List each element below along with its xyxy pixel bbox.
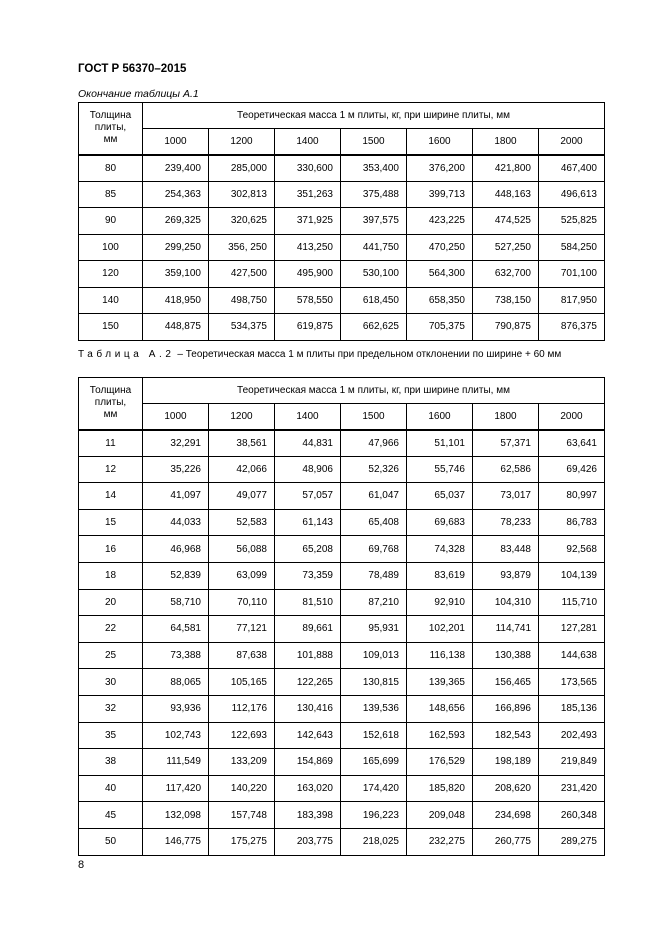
mass-cell: 353,400 bbox=[341, 155, 407, 182]
table-row bbox=[79, 589, 605, 616]
thickness-cell: 15 bbox=[79, 509, 143, 536]
width-header: 1500 bbox=[341, 129, 407, 155]
mass-cell: 208,620 bbox=[473, 775, 539, 802]
mass-cell: 441,750 bbox=[341, 234, 407, 261]
mass-cell: 48,906 bbox=[275, 456, 341, 483]
mass-cell: 139,536 bbox=[341, 695, 407, 722]
mass-cell: 218,025 bbox=[341, 828, 407, 855]
mass-cell: 175,275 bbox=[209, 828, 275, 855]
mass-cell: 185,136 bbox=[539, 695, 605, 722]
thickness-cell: 90 bbox=[79, 208, 143, 235]
mass-cell: 498,750 bbox=[209, 287, 275, 314]
mass-cell: 73,388 bbox=[143, 642, 209, 669]
mass-cell: 496,613 bbox=[539, 181, 605, 208]
mass-cell: 817,950 bbox=[539, 287, 605, 314]
mass-cell: 231,420 bbox=[539, 775, 605, 802]
mass-cell: 64,581 bbox=[143, 616, 209, 643]
mass-cell: 527,250 bbox=[473, 234, 539, 261]
mass-cell: 61,047 bbox=[341, 483, 407, 510]
thickness-cell: 100 bbox=[79, 234, 143, 261]
thickness-header bbox=[79, 103, 143, 155]
mass-cell: 140,220 bbox=[209, 775, 275, 802]
table-row bbox=[79, 749, 605, 776]
table1-caption: Окончание таблицы А.1 bbox=[78, 88, 199, 100]
mass-cell: 127,281 bbox=[539, 616, 605, 643]
mass-cell: 285,000 bbox=[209, 155, 275, 182]
page-number: 8 bbox=[78, 859, 85, 871]
mass-cell: 65,037 bbox=[407, 483, 473, 510]
mass-cell: 44,831 bbox=[275, 430, 341, 457]
mass-cell: 399,713 bbox=[407, 181, 473, 208]
mass-cell: 530,100 bbox=[341, 261, 407, 288]
mass-cell: 83,448 bbox=[473, 536, 539, 563]
mass-cell: 55,746 bbox=[407, 456, 473, 483]
mass-cell: 52,583 bbox=[209, 509, 275, 536]
table-row bbox=[79, 456, 605, 483]
mass-cell: 32,291 bbox=[143, 430, 209, 457]
table-row bbox=[79, 509, 605, 536]
mass-cell: 203,775 bbox=[275, 828, 341, 855]
width-header: 1400 bbox=[275, 404, 341, 430]
mass-cell: 101,888 bbox=[275, 642, 341, 669]
mass-cell: 78,233 bbox=[473, 509, 539, 536]
table-row bbox=[79, 828, 605, 855]
mass-cell: 130,416 bbox=[275, 695, 341, 722]
mass-cell: 578,550 bbox=[275, 287, 341, 314]
mass-cell: 58,710 bbox=[143, 589, 209, 616]
mass-cell: 57,057 bbox=[275, 483, 341, 510]
width-header: 1500 bbox=[341, 404, 407, 430]
mass-cell: 104,139 bbox=[539, 562, 605, 589]
mass-cell: 112,176 bbox=[209, 695, 275, 722]
table-row bbox=[79, 181, 605, 208]
table-row bbox=[79, 261, 605, 288]
mass-cell: 62,586 bbox=[473, 456, 539, 483]
mass-cell: 790,875 bbox=[473, 314, 539, 341]
mass-cell: 69,426 bbox=[539, 456, 605, 483]
mass-cell: 397,575 bbox=[341, 208, 407, 235]
mass-cell: 142,643 bbox=[275, 722, 341, 749]
mass-cell: 375,488 bbox=[341, 181, 407, 208]
thickness-header-line: Толщина bbox=[89, 385, 132, 397]
mass-cell: 74,328 bbox=[407, 536, 473, 563]
mass-cell: 38,561 bbox=[209, 430, 275, 457]
thickness-header-line: мм bbox=[103, 134, 118, 146]
thickness-cell: 22 bbox=[79, 616, 143, 643]
mass-cell: 42,066 bbox=[209, 456, 275, 483]
table-row bbox=[79, 695, 605, 722]
width-header: 1000 bbox=[143, 404, 209, 430]
mass-cell: 467,400 bbox=[539, 155, 605, 182]
mass-cell: 63,099 bbox=[209, 562, 275, 589]
mass-cell: 89,661 bbox=[275, 616, 341, 643]
table-row bbox=[79, 616, 605, 643]
mass-cell: 260,775 bbox=[473, 828, 539, 855]
mass-cell: 70,110 bbox=[209, 589, 275, 616]
thickness-cell: 32 bbox=[79, 695, 143, 722]
mass-cell: 182,543 bbox=[473, 722, 539, 749]
width-header: 1600 bbox=[407, 404, 473, 430]
mass-cell: 662,625 bbox=[341, 314, 407, 341]
thickness-cell: 120 bbox=[79, 261, 143, 288]
mass-cell: 173,565 bbox=[539, 669, 605, 696]
mass-cell: 156,465 bbox=[473, 669, 539, 696]
width-header: 1000 bbox=[143, 129, 209, 155]
mass-cell: 154,869 bbox=[275, 749, 341, 776]
table-row bbox=[79, 802, 605, 829]
width-header: 1400 bbox=[275, 129, 341, 155]
mass-table-a1 bbox=[78, 102, 605, 341]
mass-cell: 148,656 bbox=[407, 695, 473, 722]
width-header: 2000 bbox=[539, 129, 605, 155]
mass-cell: 421,800 bbox=[473, 155, 539, 182]
thickness-cell: 38 bbox=[79, 749, 143, 776]
thickness-header-line: Толщина bbox=[89, 110, 132, 122]
mass-cell: 44,033 bbox=[143, 509, 209, 536]
table-row bbox=[79, 642, 605, 669]
mass-cell: 183,398 bbox=[275, 802, 341, 829]
thickness-cell: 12 bbox=[79, 456, 143, 483]
mass-cell: 73,017 bbox=[473, 483, 539, 510]
mass-cell: 371,925 bbox=[275, 208, 341, 235]
thickness-header-line: мм bbox=[103, 409, 118, 421]
mass-cell: 413,250 bbox=[275, 234, 341, 261]
mass-cell: 104,310 bbox=[473, 589, 539, 616]
mass-cell: 111,549 bbox=[143, 749, 209, 776]
mass-cell: 81,510 bbox=[275, 589, 341, 616]
mass-cell: 219,849 bbox=[539, 749, 605, 776]
thickness-cell: 45 bbox=[79, 802, 143, 829]
mass-cell: 209,048 bbox=[407, 802, 473, 829]
table-row bbox=[79, 314, 605, 341]
mass-cell: 876,375 bbox=[539, 314, 605, 341]
mass-cell: 299,250 bbox=[143, 234, 209, 261]
table-row bbox=[79, 722, 605, 749]
table2-caption-label: Таблица А.2 bbox=[78, 349, 175, 360]
width-header: 1600 bbox=[407, 129, 473, 155]
mass-cell: 470,250 bbox=[407, 234, 473, 261]
mass-cell: 57,371 bbox=[473, 430, 539, 457]
mass-cell: 146,775 bbox=[143, 828, 209, 855]
mass-cell: 495,900 bbox=[275, 261, 341, 288]
width-header: 2000 bbox=[539, 404, 605, 430]
mass-cell: 359,100 bbox=[143, 261, 209, 288]
mass-cell: 525,825 bbox=[539, 208, 605, 235]
mass-cell: 330,600 bbox=[275, 155, 341, 182]
thickness-cell: 50 bbox=[79, 828, 143, 855]
mass-cell: 35,226 bbox=[143, 456, 209, 483]
mass-cell: 176,529 bbox=[407, 749, 473, 776]
mass-cell: 196,223 bbox=[341, 802, 407, 829]
table-row bbox=[79, 234, 605, 261]
mass-cell: 351,263 bbox=[275, 181, 341, 208]
mass-cell: 69,683 bbox=[407, 509, 473, 536]
mass-cell: 202,493 bbox=[539, 722, 605, 749]
thickness-cell: 85 bbox=[79, 181, 143, 208]
mass-cell: 132,098 bbox=[143, 802, 209, 829]
mass-cell: 87,210 bbox=[341, 589, 407, 616]
mass-cell: 152,618 bbox=[341, 722, 407, 749]
mass-cell: 117,420 bbox=[143, 775, 209, 802]
mass-cell: 116,138 bbox=[407, 642, 473, 669]
mass-cell: 174,420 bbox=[341, 775, 407, 802]
mass-cell: 239,400 bbox=[143, 155, 209, 182]
table-row bbox=[79, 155, 605, 182]
mass-cell: 88,065 bbox=[143, 669, 209, 696]
mass-cell: 77,121 bbox=[209, 616, 275, 643]
mass-cell: 95,931 bbox=[341, 616, 407, 643]
thickness-cell: 11 bbox=[79, 430, 143, 457]
mass-cell: 63,641 bbox=[539, 430, 605, 457]
table-row bbox=[79, 483, 605, 510]
thickness-cell: 80 bbox=[79, 155, 143, 182]
mass-cell: 705,375 bbox=[407, 314, 473, 341]
mass-cell: 80,997 bbox=[539, 483, 605, 510]
mass-cell: 133,209 bbox=[209, 749, 275, 776]
mass-cell: 102,743 bbox=[143, 722, 209, 749]
table-row bbox=[79, 208, 605, 235]
mass-cell: 115,710 bbox=[539, 589, 605, 616]
thickness-cell: 35 bbox=[79, 722, 143, 749]
mass-cell: 92,910 bbox=[407, 589, 473, 616]
mass-cell: 83,619 bbox=[407, 562, 473, 589]
table2-caption-text: – Теоретическая масса 1 м плиты при предельном отклонении по ширине + 60 мм bbox=[177, 349, 562, 360]
thickness-header-line: плиты, bbox=[94, 397, 127, 409]
mass-cell: 254,363 bbox=[143, 181, 209, 208]
thickness-cell: 150 bbox=[79, 314, 143, 341]
mass-cell: 47,966 bbox=[341, 430, 407, 457]
table-row bbox=[79, 775, 605, 802]
mass-cell: 701,100 bbox=[539, 261, 605, 288]
mass-cell: 157,748 bbox=[209, 802, 275, 829]
mass-cell: 418,950 bbox=[143, 287, 209, 314]
table-row bbox=[79, 536, 605, 563]
thickness-cell: 20 bbox=[79, 589, 143, 616]
mass-cell: 165,699 bbox=[341, 749, 407, 776]
mass-cell: 122,693 bbox=[209, 722, 275, 749]
mass-cell: 46,968 bbox=[143, 536, 209, 563]
thickness-cell: 40 bbox=[79, 775, 143, 802]
mass-cell: 87,638 bbox=[209, 642, 275, 669]
mass-cell: 105,165 bbox=[209, 669, 275, 696]
document-header: ГОСТ Р 56370–2015 bbox=[78, 63, 187, 75]
table-row bbox=[79, 430, 605, 457]
table2-caption bbox=[78, 349, 608, 362]
width-header: 1800 bbox=[473, 404, 539, 430]
mass-cell: 356, 250 bbox=[209, 234, 275, 261]
mass-cell: 632,700 bbox=[473, 261, 539, 288]
mass-cell: 448,875 bbox=[143, 314, 209, 341]
mass-cell: 122,265 bbox=[275, 669, 341, 696]
mass-span-header: Теоретическая масса 1 м плиты, кг, при ширине плиты, мм bbox=[143, 378, 605, 404]
thickness-cell: 25 bbox=[79, 642, 143, 669]
mass-cell: 185,820 bbox=[407, 775, 473, 802]
thickness-header bbox=[79, 378, 143, 430]
mass-cell: 738,150 bbox=[473, 287, 539, 314]
mass-cell: 92,568 bbox=[539, 536, 605, 563]
mass-cell: 474,525 bbox=[473, 208, 539, 235]
mass-cell: 56,088 bbox=[209, 536, 275, 563]
mass-cell: 86,783 bbox=[539, 509, 605, 536]
mass-cell: 51,101 bbox=[407, 430, 473, 457]
mass-cell: 93,936 bbox=[143, 695, 209, 722]
mass-cell: 61,143 bbox=[275, 509, 341, 536]
mass-cell: 130,388 bbox=[473, 642, 539, 669]
mass-cell: 166,896 bbox=[473, 695, 539, 722]
mass-cell: 65,408 bbox=[341, 509, 407, 536]
mass-cell: 144,638 bbox=[539, 642, 605, 669]
thickness-cell: 30 bbox=[79, 669, 143, 696]
mass-cell: 448,163 bbox=[473, 181, 539, 208]
mass-span-header: Теоретическая масса 1 м плиты, кг, при ширине плиты, мм bbox=[143, 103, 605, 129]
mass-cell: 162,593 bbox=[407, 722, 473, 749]
mass-cell: 69,768 bbox=[341, 536, 407, 563]
mass-cell: 564,300 bbox=[407, 261, 473, 288]
mass-cell: 49,077 bbox=[209, 483, 275, 510]
mass-cell: 52,839 bbox=[143, 562, 209, 589]
width-header-row bbox=[79, 404, 605, 430]
thickness-cell: 140 bbox=[79, 287, 143, 314]
mass-cell: 619,875 bbox=[275, 314, 341, 341]
thickness-cell: 14 bbox=[79, 483, 143, 510]
mass-cell: 427,500 bbox=[209, 261, 275, 288]
mass-cell: 102,201 bbox=[407, 616, 473, 643]
table-row bbox=[79, 287, 605, 314]
mass-cell: 320,625 bbox=[209, 208, 275, 235]
mass-cell: 534,375 bbox=[209, 314, 275, 341]
mass-cell: 234,698 bbox=[473, 802, 539, 829]
mass-cell: 114,741 bbox=[473, 616, 539, 643]
mass-cell: 376,200 bbox=[407, 155, 473, 182]
table-row bbox=[79, 669, 605, 696]
mass-cell: 302,813 bbox=[209, 181, 275, 208]
width-header-row bbox=[79, 129, 605, 155]
mass-cell: 584,250 bbox=[539, 234, 605, 261]
mass-cell: 269,325 bbox=[143, 208, 209, 235]
mass-cell: 163,020 bbox=[275, 775, 341, 802]
width-header: 1800 bbox=[473, 129, 539, 155]
thickness-cell: 18 bbox=[79, 562, 143, 589]
mass-cell: 109,013 bbox=[341, 642, 407, 669]
mass-cell: 65,208 bbox=[275, 536, 341, 563]
mass-cell: 260,348 bbox=[539, 802, 605, 829]
mass-cell: 232,275 bbox=[407, 828, 473, 855]
mass-cell: 423,225 bbox=[407, 208, 473, 235]
mass-cell: 198,189 bbox=[473, 749, 539, 776]
mass-cell: 78,489 bbox=[341, 562, 407, 589]
mass-cell: 139,365 bbox=[407, 669, 473, 696]
mass-cell: 658,350 bbox=[407, 287, 473, 314]
mass-cell: 73,359 bbox=[275, 562, 341, 589]
table-row bbox=[79, 562, 605, 589]
mass-cell: 130,815 bbox=[341, 669, 407, 696]
mass-cell: 289,275 bbox=[539, 828, 605, 855]
mass-cell: 93,879 bbox=[473, 562, 539, 589]
mass-cell: 52,326 bbox=[341, 456, 407, 483]
mass-cell: 41,097 bbox=[143, 483, 209, 510]
mass-cell: 618,450 bbox=[341, 287, 407, 314]
mass-table-a2 bbox=[78, 377, 605, 856]
width-header: 1200 bbox=[209, 404, 275, 430]
thickness-header-line: плиты, bbox=[94, 122, 127, 134]
width-header: 1200 bbox=[209, 129, 275, 155]
thickness-cell: 16 bbox=[79, 536, 143, 563]
